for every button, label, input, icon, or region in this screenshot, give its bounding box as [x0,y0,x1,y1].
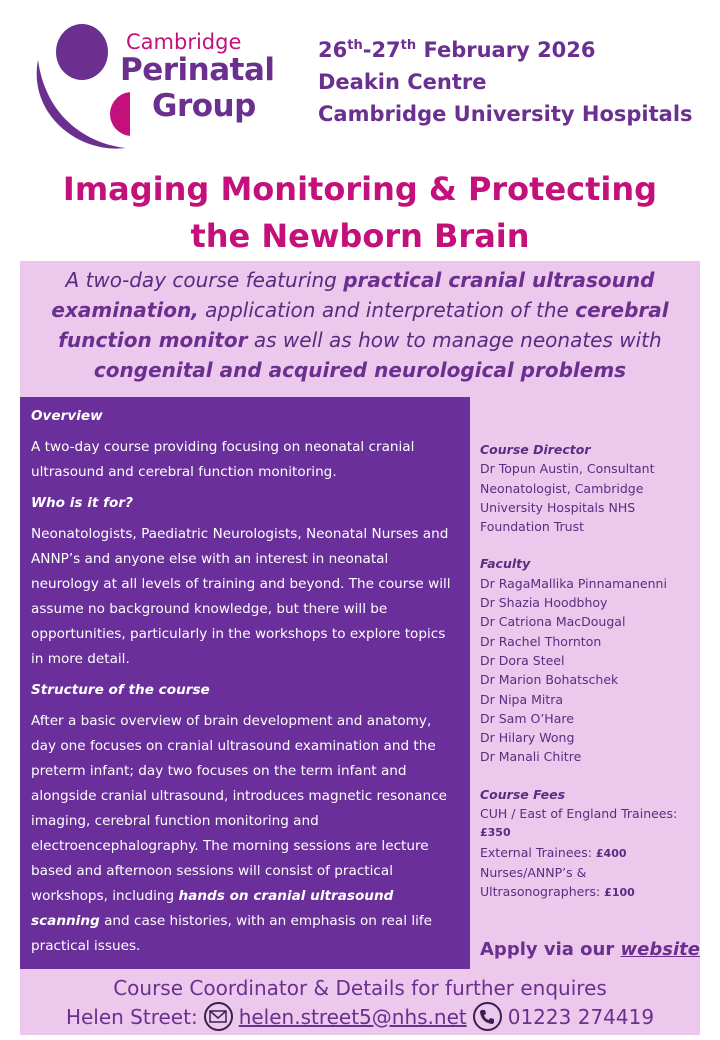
intro-summary: A two-day course featuring practical cranial ultrasound examination, application and interpretation of the cerebral function monitor as well as how to manage neonates with congenital and acquired neurological problems [20,261,700,397]
audience-heading: Who is it for? [31,495,133,511]
overview-heading: Overview [31,408,103,424]
event-hospital: Cambridge University Hospitals [318,102,693,126]
fees-heading: Course Fees [480,786,566,802]
envelope-icon [204,1002,233,1031]
faculty-member: Dr Shazia Hoodbhoy [480,595,608,611]
audience-text: Neonatologists, Paediatric Neurologists, Neonatal Nurses and ANNP’s and anyone else with an interest in neonatal neurology at all levels of training and beyond. The course will assume no background knowledge, but there will be opportunities, particularly in the workshops to explore topics in more detail. [31,526,451,667]
fee-cuh-label: CUH / East of England Trainees: [480,806,678,822]
event-date: 26th-27th February 2026 [318,38,596,62]
logo-text-perinatal: Perinatal [120,52,275,88]
overview-panel [20,397,470,969]
faculty-member: Dr Nipa Mitra [480,691,564,707]
faculty-member: Dr Sam O’Hare [480,710,574,726]
page-title: Imaging Monitoring & Protecting the Newborn Brain [62,170,658,255]
course-details-panel [470,397,700,969]
fee-nurses-label: Nurses/ANNP’s & [480,864,587,880]
overview-text: A two-day course providing focusing on neonatal cranial ultrasound and cerebral function monitoring. [31,439,415,480]
fee-nurses: Ultrasonographers: £100 [480,884,635,900]
director-section [480,440,694,536]
apply-text: Apply via our website [480,939,700,960]
faculty-member: Dr Marion Bohatschek [480,672,619,688]
email-link[interactable]: helen.street5@nhs.net [238,1004,467,1029]
logo-text-cambridge: Cambridge [126,30,242,54]
faculty-member: Dr RagaMallika Pinnamanenni [480,575,667,591]
phone-number[interactable]: 01223 274419 [507,1004,655,1029]
event-info [318,30,693,130]
fees-section [480,785,694,903]
coordinator-line: Course Coordinator & Details for further enquires [113,976,607,1000]
website-link[interactable]: website [620,939,700,960]
logo-mark-icon [30,22,130,152]
structure-heading: Structure of the course [31,682,210,698]
director-heading: Course Director [480,442,591,457]
director-text: Dr Topun Austin, Consultant Neonatologist, Cambridge University Hospitals NHS Foundation Trust [480,461,655,535]
phone-icon [473,1002,502,1031]
faculty-member: Dr Rachel Thornton [480,633,602,649]
structure-text: After a basic overview of brain development and anatomy, day one focuses on cranial ultrasound examination and the preterm infant; day two focuses on the term infant and alongside cranial ultrasound, introduces magnetic resonance imaging, cerebral function monitoring and electroencephalography. The morning sessions are lecture based and afternoon sessions will consist of practical workshops, including hands on cranial ultrasound scanning and case histories, with an emphasis on real life practical issues. [31,713,447,954]
event-venue: Deakin Centre [318,70,487,94]
fee-cuh-amount: £350 [480,826,511,840]
fee-external: External Trainees: £400 [480,844,627,860]
faculty-member: Dr Catriona MacDougal [480,614,626,630]
faculty-member: Dr Manali Chitre [480,749,582,765]
logo-text-group: Group [152,88,256,124]
coordinator-name: Helen Street: [65,1004,198,1029]
faculty-member: Dr Dora Steel [480,652,565,668]
faculty-heading: Faculty [480,556,531,572]
faculty-member: Dr Hilary Wong [480,730,575,746]
contact-footer [20,969,700,1035]
contact-row [20,1002,700,1031]
logo [30,22,280,152]
faculty-section [480,554,694,766]
